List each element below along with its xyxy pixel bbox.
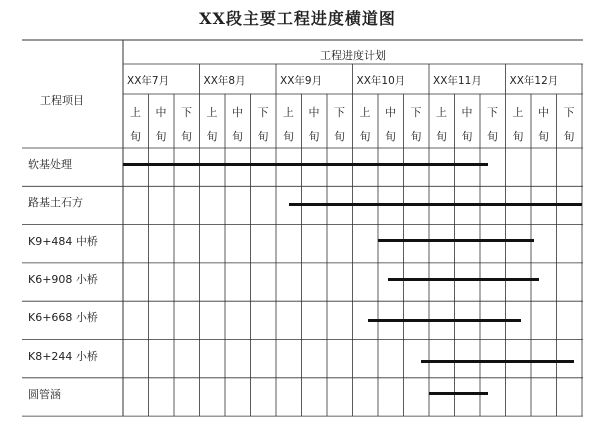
dekad-label-bottom: 旬	[538, 130, 549, 143]
task-label: 路基土石方	[28, 196, 83, 210]
dekad-label-bottom: 旬	[359, 130, 371, 143]
dekad-label-bottom: 旬	[130, 130, 141, 143]
dekad-label-top: 上	[436, 106, 447, 119]
month-label: XX年11月	[433, 75, 482, 87]
task-bar	[289, 203, 582, 206]
dekad-label-top: 中	[232, 106, 243, 119]
dekad-label-bottom: 旬	[257, 130, 269, 143]
dekad-label-top: 中	[461, 106, 473, 119]
dekad-label-top: 中	[308, 106, 320, 119]
dekad-label-bottom: 旬	[487, 130, 498, 143]
task-label: K6+908 小桥	[28, 272, 98, 286]
month-label: XX年10月	[356, 75, 406, 87]
dekad-label-top: 上	[512, 106, 524, 119]
task-bar	[368, 319, 521, 322]
task-label: K9+484 中桥	[28, 234, 98, 248]
dekad-label-bottom: 旬	[308, 130, 320, 143]
dekad-label-bottom: 旬	[334, 130, 345, 143]
dekad-label-top: 下	[410, 106, 422, 119]
item-header: 工程项目	[40, 94, 84, 107]
dekad-label-bottom: 旬	[563, 130, 575, 143]
dekad-label-top: 下	[487, 106, 498, 119]
dekad-label-top: 上	[206, 106, 218, 119]
dekad-label-top: 中	[385, 106, 396, 119]
task-label: 软基处理	[28, 158, 72, 171]
dekad-label-top: 下	[257, 106, 269, 119]
page-title: XX段主要工程进度横道图	[199, 9, 396, 28]
dekad-label-bottom: 旬	[512, 130, 524, 143]
dekad-label-top: 中	[155, 106, 167, 119]
task-bar	[388, 278, 538, 281]
dekad-label-top: 下	[563, 106, 575, 119]
dekad-label-bottom: 旬	[283, 130, 294, 143]
dekad-label-bottom: 旬	[461, 130, 473, 143]
dekad-label-bottom: 旬	[155, 130, 167, 143]
dekad-label-top: 下	[334, 106, 345, 119]
dekad-label-bottom: 旬	[181, 130, 192, 143]
task-label: K8+244 小桥	[28, 349, 98, 363]
dekad-label-top: 上	[130, 106, 141, 119]
task-label: K6+668 小桥	[28, 311, 98, 325]
month-label: XX年9月	[280, 75, 323, 87]
dekad-label-bottom: 旬	[436, 130, 447, 143]
plan-header: 工程进度计划	[320, 49, 386, 62]
dekad-label-bottom: 旬	[385, 130, 396, 143]
task-bar	[123, 163, 488, 166]
dekad-label-top: 上	[359, 106, 371, 119]
dekad-label-top: 中	[538, 106, 549, 119]
dekad-label-bottom: 旬	[232, 130, 243, 143]
month-label: XX年12月	[509, 75, 559, 87]
task-bar	[429, 392, 488, 395]
dekad-label-bottom: 旬	[410, 130, 422, 143]
dekad-label-top: 上	[283, 106, 294, 119]
task-bar	[421, 360, 574, 363]
task-label: 圆管涵	[28, 387, 61, 401]
task-bar	[378, 239, 534, 242]
month-label: XX年7月	[127, 75, 170, 87]
dekad-label-bottom: 旬	[206, 130, 218, 143]
dekad-label-top: 下	[181, 106, 192, 119]
month-label: XX年8月	[203, 75, 246, 87]
